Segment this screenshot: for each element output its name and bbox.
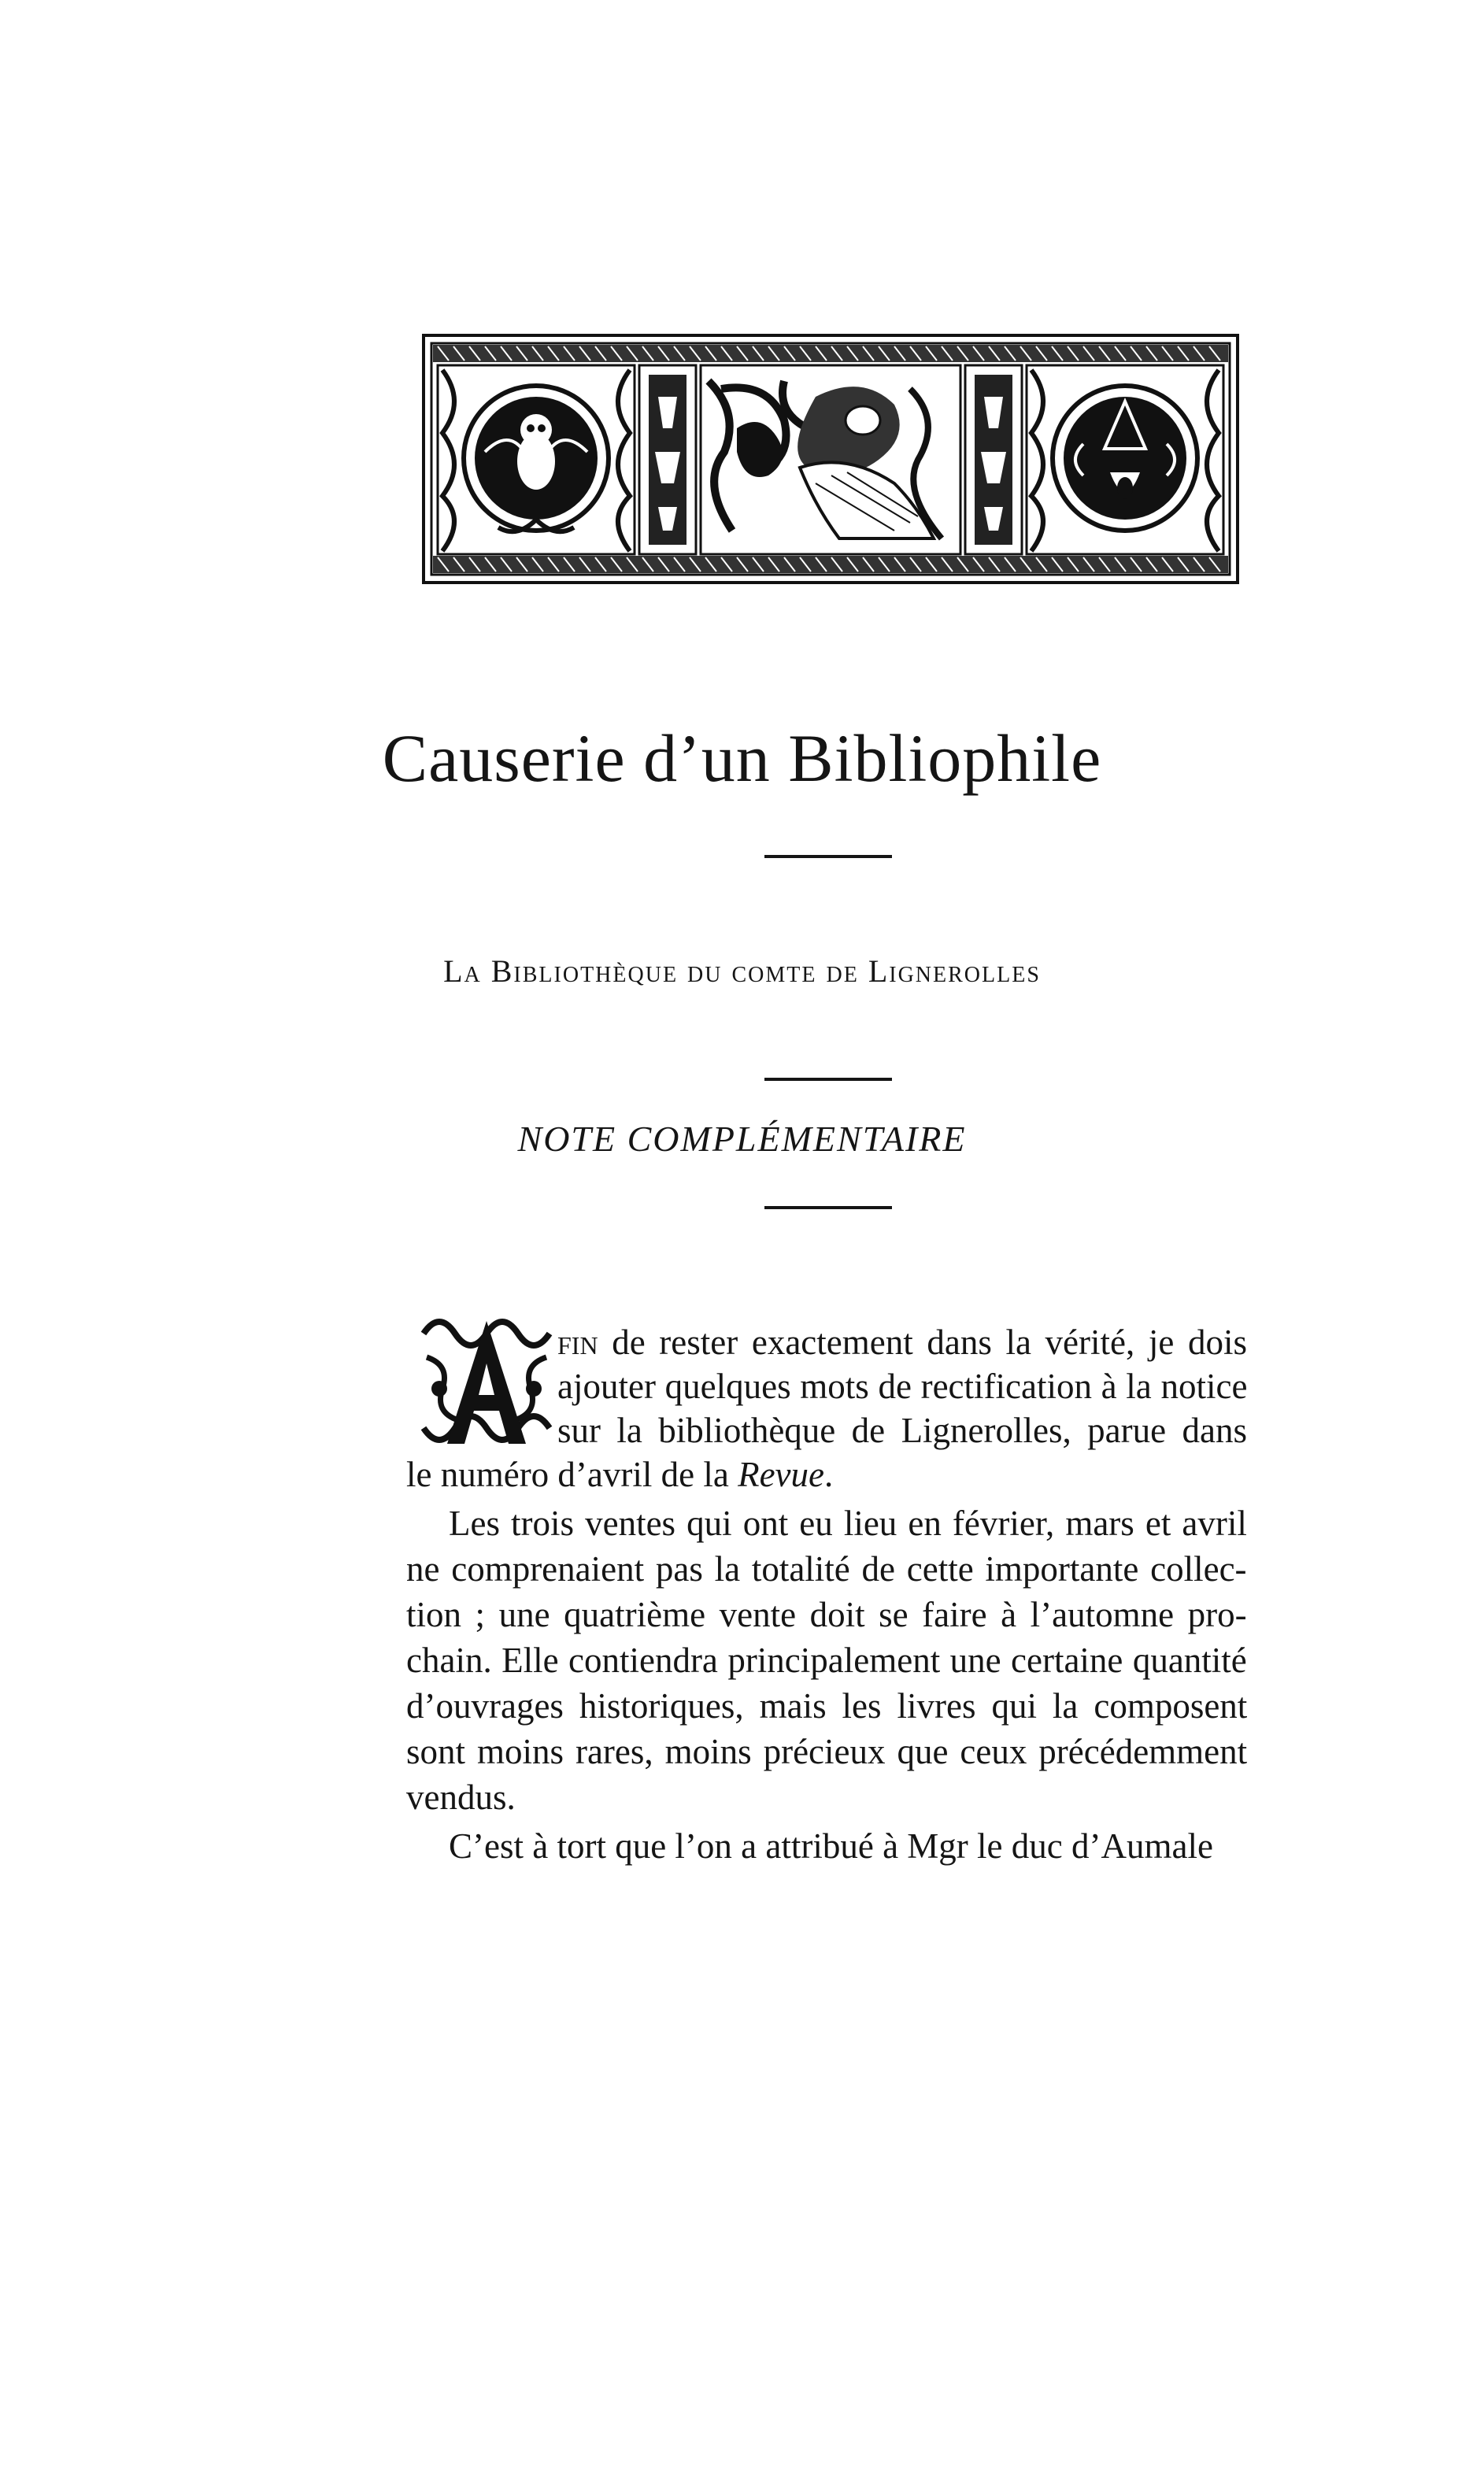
title-divider [764, 855, 892, 858]
text-line: ne comprenaient pas la totalité de cette importante collec- [406, 1549, 1247, 1589]
page-title: Causerie d’un Bibliophile [382, 720, 1102, 796]
urn-column-icon [965, 365, 1022, 554]
text-line: vendus. [406, 1778, 516, 1817]
urn-column-icon [639, 365, 696, 554]
text-line: C’est à tort que l’on a attribué à Mgr le duc d’Aumale [449, 1826, 1213, 1866]
page-subtitle: La Bibliothèque du comte de Lignerolles [443, 953, 1041, 989]
text-line: sur la bibliothèque de Lignerolles, parue dans [557, 1411, 1248, 1450]
text-line: le numéro d’avril de la Revue. [406, 1455, 834, 1494]
text-line: tion ; une quatrième vente doit se faire à l’automne pro- [406, 1595, 1247, 1634]
owl-medallion-icon [438, 365, 635, 554]
text-line: d’ouvrages historiques, mais les livres qui la composent [406, 1686, 1248, 1726]
note-heading: NOTE COMPLÉMENTAIRE [517, 1119, 967, 1159]
text-line: ajouter quelques mots de rectification à la notice [557, 1367, 1248, 1406]
journal-title: Revue [738, 1455, 825, 1494]
hanging-lamp-medallion-icon [1027, 365, 1223, 554]
text-line: chain. Elle contiendra principalement une certaine quantité [406, 1641, 1247, 1680]
dropcap-continuation: fin [557, 1323, 598, 1362]
text-line: fin de rester exactement dans la vérité, je dois [557, 1323, 1247, 1362]
headpiece-ornament [422, 334, 1239, 584]
text-line: sont moins rares, moins précieux que ceux précédemment [406, 1732, 1248, 1771]
subtitle-divider [764, 1078, 892, 1081]
text-line: Les trois ventes qui ont eu lieu en février, mars et avril [449, 1504, 1247, 1543]
headpiece-engraving [422, 334, 1239, 584]
satyr-reclining-icon [701, 365, 960, 554]
ornamental-initial-a-icon [416, 1310, 557, 1452]
note-divider [764, 1206, 892, 1209]
dropcap-letter: A [486, 1420, 487, 1421]
